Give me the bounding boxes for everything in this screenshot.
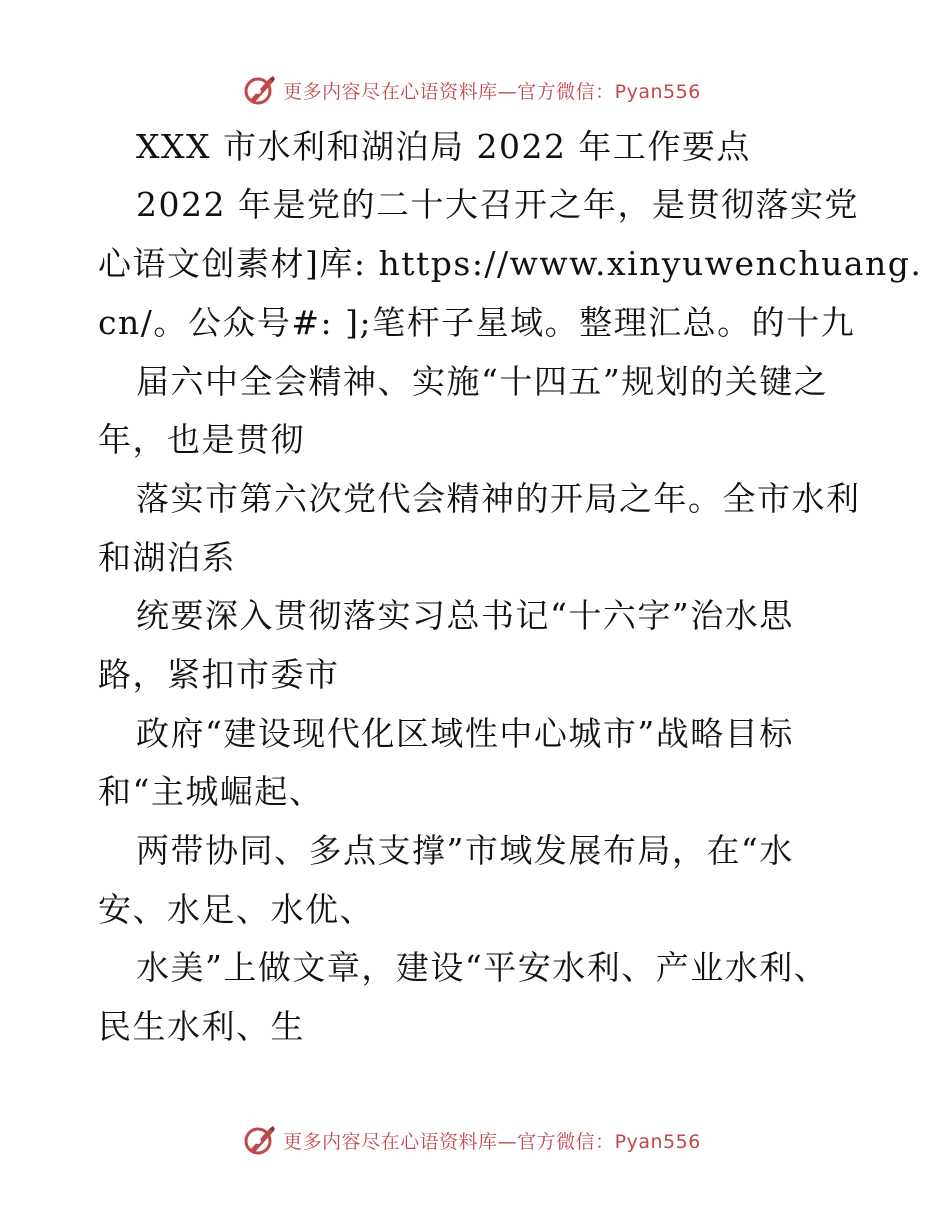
paragraph-line: 政府“建设现代化区域性中心城市”战略目标 bbox=[136, 714, 794, 753]
paragraph-line: 路，紧扣市委市 bbox=[98, 655, 340, 694]
paragraph-line: 安、水足、水优、 bbox=[98, 890, 374, 929]
pen-logo-icon bbox=[243, 1123, 277, 1157]
paragraph-line: 和湖泊系 bbox=[98, 538, 236, 577]
paragraph-line: 心语文创素材]库: https://www.xinyuwenchuang. bbox=[98, 244, 923, 283]
paragraph-line: 落实市第六次党代会精神的开局之年。全市水利 bbox=[136, 479, 861, 518]
paragraph-line: 年，也是贯彻 bbox=[98, 420, 305, 459]
paragraph-line: 两带协同、多点支撑”市域发展布局，在“水 bbox=[136, 831, 794, 870]
paragraph-line: cn/。公众号#: ];笔杆子星域。整理汇总。的十九 bbox=[98, 303, 856, 342]
paragraph-line: 民生水利、生 bbox=[98, 1007, 305, 1046]
document-title: XXX 市水利和湖泊局 2022 年工作要点 bbox=[136, 127, 751, 166]
watermark-text: 更多内容尽在心语资料库—官方微信：Pyan556 bbox=[283, 1130, 701, 1153]
watermark-banner-bottom bbox=[0, 1120, 950, 1160]
paragraph-line: 2022 年是党的二十大召开之年，是贯彻落实党 bbox=[136, 185, 859, 224]
paragraph-line: 和“主城崛起、 bbox=[98, 772, 324, 811]
watermark-text: 更多内容尽在心语资料库—官方微信：Pyan556 bbox=[283, 80, 701, 103]
paragraph-line: 水美”上做文章，建设“平安水利、产业水利、 bbox=[136, 948, 829, 987]
watermark-banner-top bbox=[0, 70, 950, 110]
paragraph-line: 统要深入贯彻落实习总书记“十六字”治水思 bbox=[136, 596, 794, 635]
paragraph-line: 届六中全会精神、实施“十四五”规划的关键之 bbox=[136, 362, 829, 401]
pen-logo-icon bbox=[243, 73, 277, 107]
